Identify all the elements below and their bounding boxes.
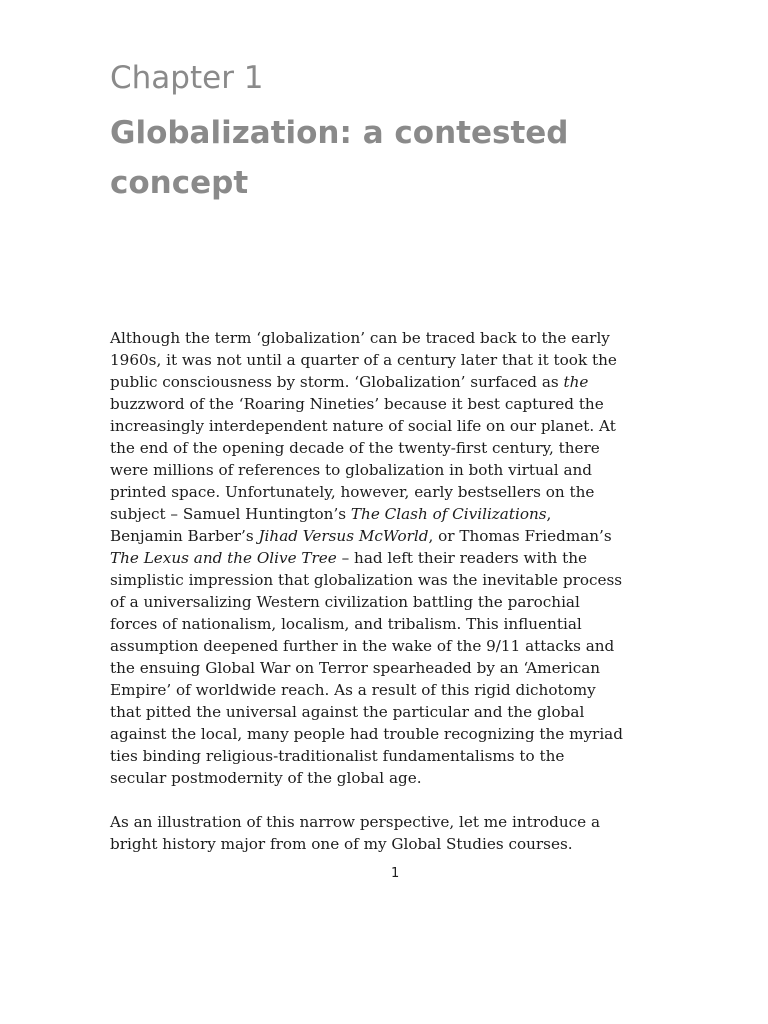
text-line [110, 525, 710, 547]
text-segment: against the local, many people had trouble recognizing the myriad [110, 725, 623, 743]
text-segment: public consciousness by storm. ‘Globalization’ surfaced as [110, 373, 564, 391]
body-text [110, 327, 710, 877]
text-segment: Although the term ‘globalization’ can be traced back to the early [110, 329, 610, 347]
text-line [110, 327, 710, 349]
text-segment: subject – Samuel Huntington’s [110, 505, 351, 523]
text-segment: buzzword of the ‘Roaring Nineties’ because it best captured the [110, 395, 604, 413]
italic-text: The Lexus and the Olive Tree [110, 549, 337, 567]
text-segment: the end of the opening decade of the twenty-first century, there [110, 439, 600, 457]
text-segment: , or Thomas Friedman’s [428, 527, 612, 545]
text-segment: that pitted the universal against the particular and the global [110, 703, 585, 721]
text-line [110, 679, 710, 701]
text-line [110, 767, 710, 789]
text-line [110, 635, 710, 657]
text-line [110, 503, 710, 525]
text-line [110, 481, 710, 503]
text-line [110, 613, 710, 635]
text-segment: , [546, 505, 552, 523]
chapter-title-line: concept [110, 165, 249, 201]
text-segment: Empire’ of worldwide reach. As a result of this rigid dichotomy [110, 681, 596, 699]
text-segment: forces of nationalism, localism, and tribalism. This influential [110, 615, 582, 633]
text-line [110, 745, 710, 767]
paragraph [110, 327, 710, 789]
text-line [110, 437, 710, 459]
text-line [110, 723, 710, 745]
text-line [110, 833, 710, 855]
text-line [110, 591, 710, 613]
italic-text: Jihad Versus McWorld [258, 527, 429, 545]
text-line [110, 415, 710, 437]
text-segment: were millions of references to globalization in both virtual and [110, 461, 593, 479]
text-line [110, 393, 710, 415]
text-segment: printed space. Unfortunately, however, early bestsellers on the [110, 483, 595, 501]
chapter-title-line: Globalization: a contested [110, 115, 569, 151]
text-segment: assumption deepened further in the wake of the 9/11 attacks and [110, 637, 615, 655]
chapter-title [110, 108, 670, 208]
text-line [110, 547, 710, 569]
text-segment: As an illustration of this narrow perspective, let me introduce a [110, 813, 600, 831]
text-segment: simplistic impression that globalization was the inevitable process [110, 571, 623, 589]
text-line [110, 349, 710, 371]
text-segment: the ensuing Global War on Terror spearheaded by an ‘American [110, 659, 601, 677]
text-segment: – had left their readers with the [336, 549, 587, 567]
text-segment: secular postmodernity of the global age. [110, 769, 422, 787]
text-segment: increasingly interdependent nature of social life on our planet. At [110, 417, 616, 435]
text-segment: bright history major from one of my Global Studies courses. [110, 835, 573, 853]
text-segment: of a universalizing Western civilization battling the parochial [110, 593, 580, 611]
italic-text: the [563, 373, 589, 391]
paragraph [110, 811, 710, 855]
text-line [110, 459, 710, 481]
chapter-label: Chapter 1 [110, 60, 264, 96]
text-segment: 1960s, it was not until a quarter of a century later that it took the [110, 351, 617, 369]
italic-text: The Clash of Civilizations [350, 505, 547, 523]
text-segment: ties binding religious-traditionalist fundamentalisms to the [110, 747, 565, 765]
page-number: 1 [391, 866, 400, 881]
text-line [110, 657, 710, 679]
text-line [110, 811, 710, 833]
text-line [110, 701, 710, 723]
text-segment: Benjamin Barber’s [110, 527, 259, 545]
text-line [110, 569, 710, 591]
text-line [110, 371, 710, 393]
